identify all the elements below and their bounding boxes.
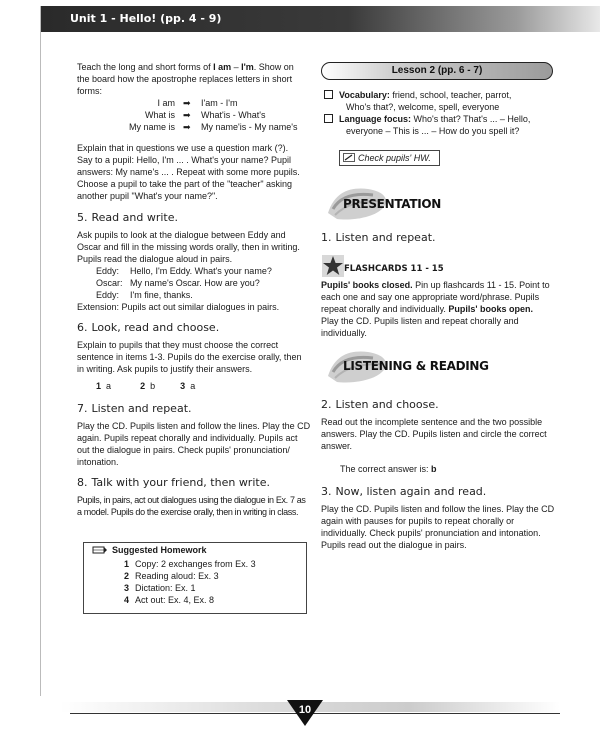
- ex2-heading: 2. Listen and choose.: [321, 398, 439, 411]
- ex5-line: Oscar and fill in the missing words orally, then in writing.: [77, 242, 300, 252]
- long-form: What is: [144, 110, 175, 120]
- ex3-line: again with pauses for pupils to repeat chorally or: [321, 516, 515, 526]
- lesson-title-banner: Lesson 2 (pp. 6 - 7): [321, 62, 553, 80]
- listening-reading-heading: LISTENING & READING: [343, 359, 489, 373]
- pencil-icon: [90, 546, 108, 554]
- homework-item: 3 Dictation: Ex. 1: [124, 583, 196, 593]
- unit-header-bar: [40, 6, 600, 32]
- ex1-line: Pupils' books closed. Pin up flashcards 11 - 15. Point to: [321, 280, 550, 290]
- checkbox-icon: [324, 114, 333, 123]
- language-focus-line: Language focus: Who's that? That's ... – Hello,: [324, 114, 530, 126]
- para2-line: another pupil "What's your name?".: [77, 191, 218, 201]
- ex1-line: individually.: [321, 328, 367, 338]
- check-homework-box: Check pupils' HW.: [339, 150, 440, 166]
- short-form: What'is - What's: [201, 110, 266, 120]
- ex5-extension: Extension: Pupils act out similar dialogues in pairs.: [77, 302, 280, 312]
- ex6-line: Explain to pupils that they must choose the correct: [77, 340, 279, 350]
- long-form: My name is: [128, 122, 175, 132]
- para2-line: answers: My name's ... . Repeat with some more pupils.: [77, 167, 300, 177]
- vocabulary-line-2: Who's that?, welcome, spell, everyone: [346, 102, 500, 112]
- ex8-line: a model. Pupils do the exercise orally, then in writing in class.: [77, 507, 299, 517]
- arrow-icon: ➡: [183, 110, 191, 120]
- long-form: I am: [157, 98, 175, 108]
- ex8-heading: 8. Talk with your friend, then write.: [77, 476, 270, 489]
- ex5-line: Ask pupils to look at the dialogue between Eddy and: [77, 230, 286, 240]
- margin-line: [40, 6, 41, 696]
- ex7-line: out the dialogue in pairs. Check pupils' pronunciation/: [77, 445, 290, 455]
- ex2-line: Read out the incomplete sentence and the two possible: [321, 417, 543, 427]
- ex2-line: answer.: [321, 441, 353, 451]
- intro-line-3: forms:: [77, 86, 103, 96]
- para2-line: Explain that in questions we use a question mark (?).: [77, 143, 289, 153]
- para2-line: Say to a pupil: Hello, I'm ... . What's your name? Pupil: [77, 155, 292, 165]
- page-number-badge: [285, 698, 325, 728]
- dialogue-line: Hello, I'm Eddy. What's your name?: [130, 266, 272, 276]
- speaker: Eddy:: [96, 266, 120, 276]
- ex1-line: each one and say one appropriate word/phrase. Pupils: [321, 292, 540, 302]
- ex2-answer: The correct answer is: b: [340, 464, 437, 474]
- speaker: Eddy:: [96, 290, 120, 300]
- presentation-heading: PRESENTATION: [343, 197, 442, 211]
- short-form: I'am - I'm: [201, 98, 238, 108]
- suggested-homework-box: [83, 542, 307, 614]
- ex3-line: individually. Check pupils' pronunciation and intonation.: [321, 528, 541, 538]
- ex6-answers: 1 a 2 b 3 a: [96, 381, 196, 391]
- short-form: My name'is - My name's: [201, 122, 298, 132]
- dialogue-line: I'm fine, thanks.: [130, 290, 193, 300]
- checkbox-icon: [324, 90, 333, 99]
- vocabulary-line: Vocabulary: friend, school, teacher, parrot,: [324, 90, 511, 102]
- ex7-line: Play the CD. Pupils listen and follow the lines. Play the CD: [77, 421, 311, 431]
- dialogue-line: My name's Oscar. How are you?: [130, 278, 260, 288]
- unit-title: Unit 1 - Hello! (pp. 4 - 9): [70, 12, 222, 25]
- pencil-icon: [343, 153, 355, 162]
- speaker: Oscar:: [96, 278, 123, 288]
- ex1-line: repeat chorally and individually. Pupils' books open.: [321, 304, 534, 314]
- ex6-heading: 6. Look, read and choose.: [77, 321, 220, 334]
- arrow-icon: ➡: [183, 122, 191, 132]
- ex3-heading: 3. Now, listen again and read.: [321, 485, 487, 498]
- ex7-line: intonation.: [77, 457, 119, 467]
- language-focus-line-2: everyone – This is ... – How do you spell it?: [346, 126, 520, 136]
- ex6-line: in writing. Ask pupils to justify their answers.: [77, 364, 253, 374]
- intro-tail: . Show on: [253, 62, 294, 72]
- page-number: 10: [298, 704, 312, 716]
- ex7-line: again. Pupils repeat chorally and individually. Pupils act: [77, 433, 298, 443]
- ex7-heading: 7. Listen and repeat.: [77, 402, 192, 415]
- homework-item: 1 Copy: 2 exchanges from Ex. 3: [124, 559, 256, 569]
- intro-line-2: the board how the apostrophe replaces letters in short: [77, 74, 293, 84]
- ex2-line: answers. Play the CD. Pupils listen and circle the correct: [321, 429, 547, 439]
- ex1-heading: 1. Listen and repeat.: [321, 231, 436, 244]
- para2-line: Choose a pupil to take the part of the "teacher" asking: [77, 179, 293, 189]
- ex6-line: sentence in items 1-3. Pupils do the exercise orally, then: [77, 352, 302, 362]
- intro-line-1: Teach the long and short forms of I am – I'm. Show on: [77, 62, 294, 72]
- ex1-line: Play the CD. Pupils listen and repeat chorally and: [321, 316, 519, 326]
- homework-title: Suggested Homework: [90, 545, 207, 557]
- homework-item: 2 Reading aloud: Ex. 3: [124, 571, 219, 581]
- ex5-heading: 5. Read and write.: [77, 211, 178, 224]
- ex5-line: Pupils read the dialogue aloud in pairs.: [77, 254, 233, 264]
- ex8-line: Pupils, in pairs, act out dialogues using the dialogue in Ex. 7 as: [77, 495, 306, 505]
- star-icon: [322, 255, 344, 277]
- homework-item: 4 Act out: Ex. 4, Ex. 8: [124, 595, 215, 605]
- arrow-icon: ➡: [183, 98, 191, 108]
- flashcards-label: FLASHCARDS 11 - 15: [344, 264, 444, 274]
- ex3-line: Play the CD. Pupils listen and follow the lines. Play the CD: [321, 504, 555, 514]
- ex3-line: Pupils read out the dialogue in pairs.: [321, 540, 467, 550]
